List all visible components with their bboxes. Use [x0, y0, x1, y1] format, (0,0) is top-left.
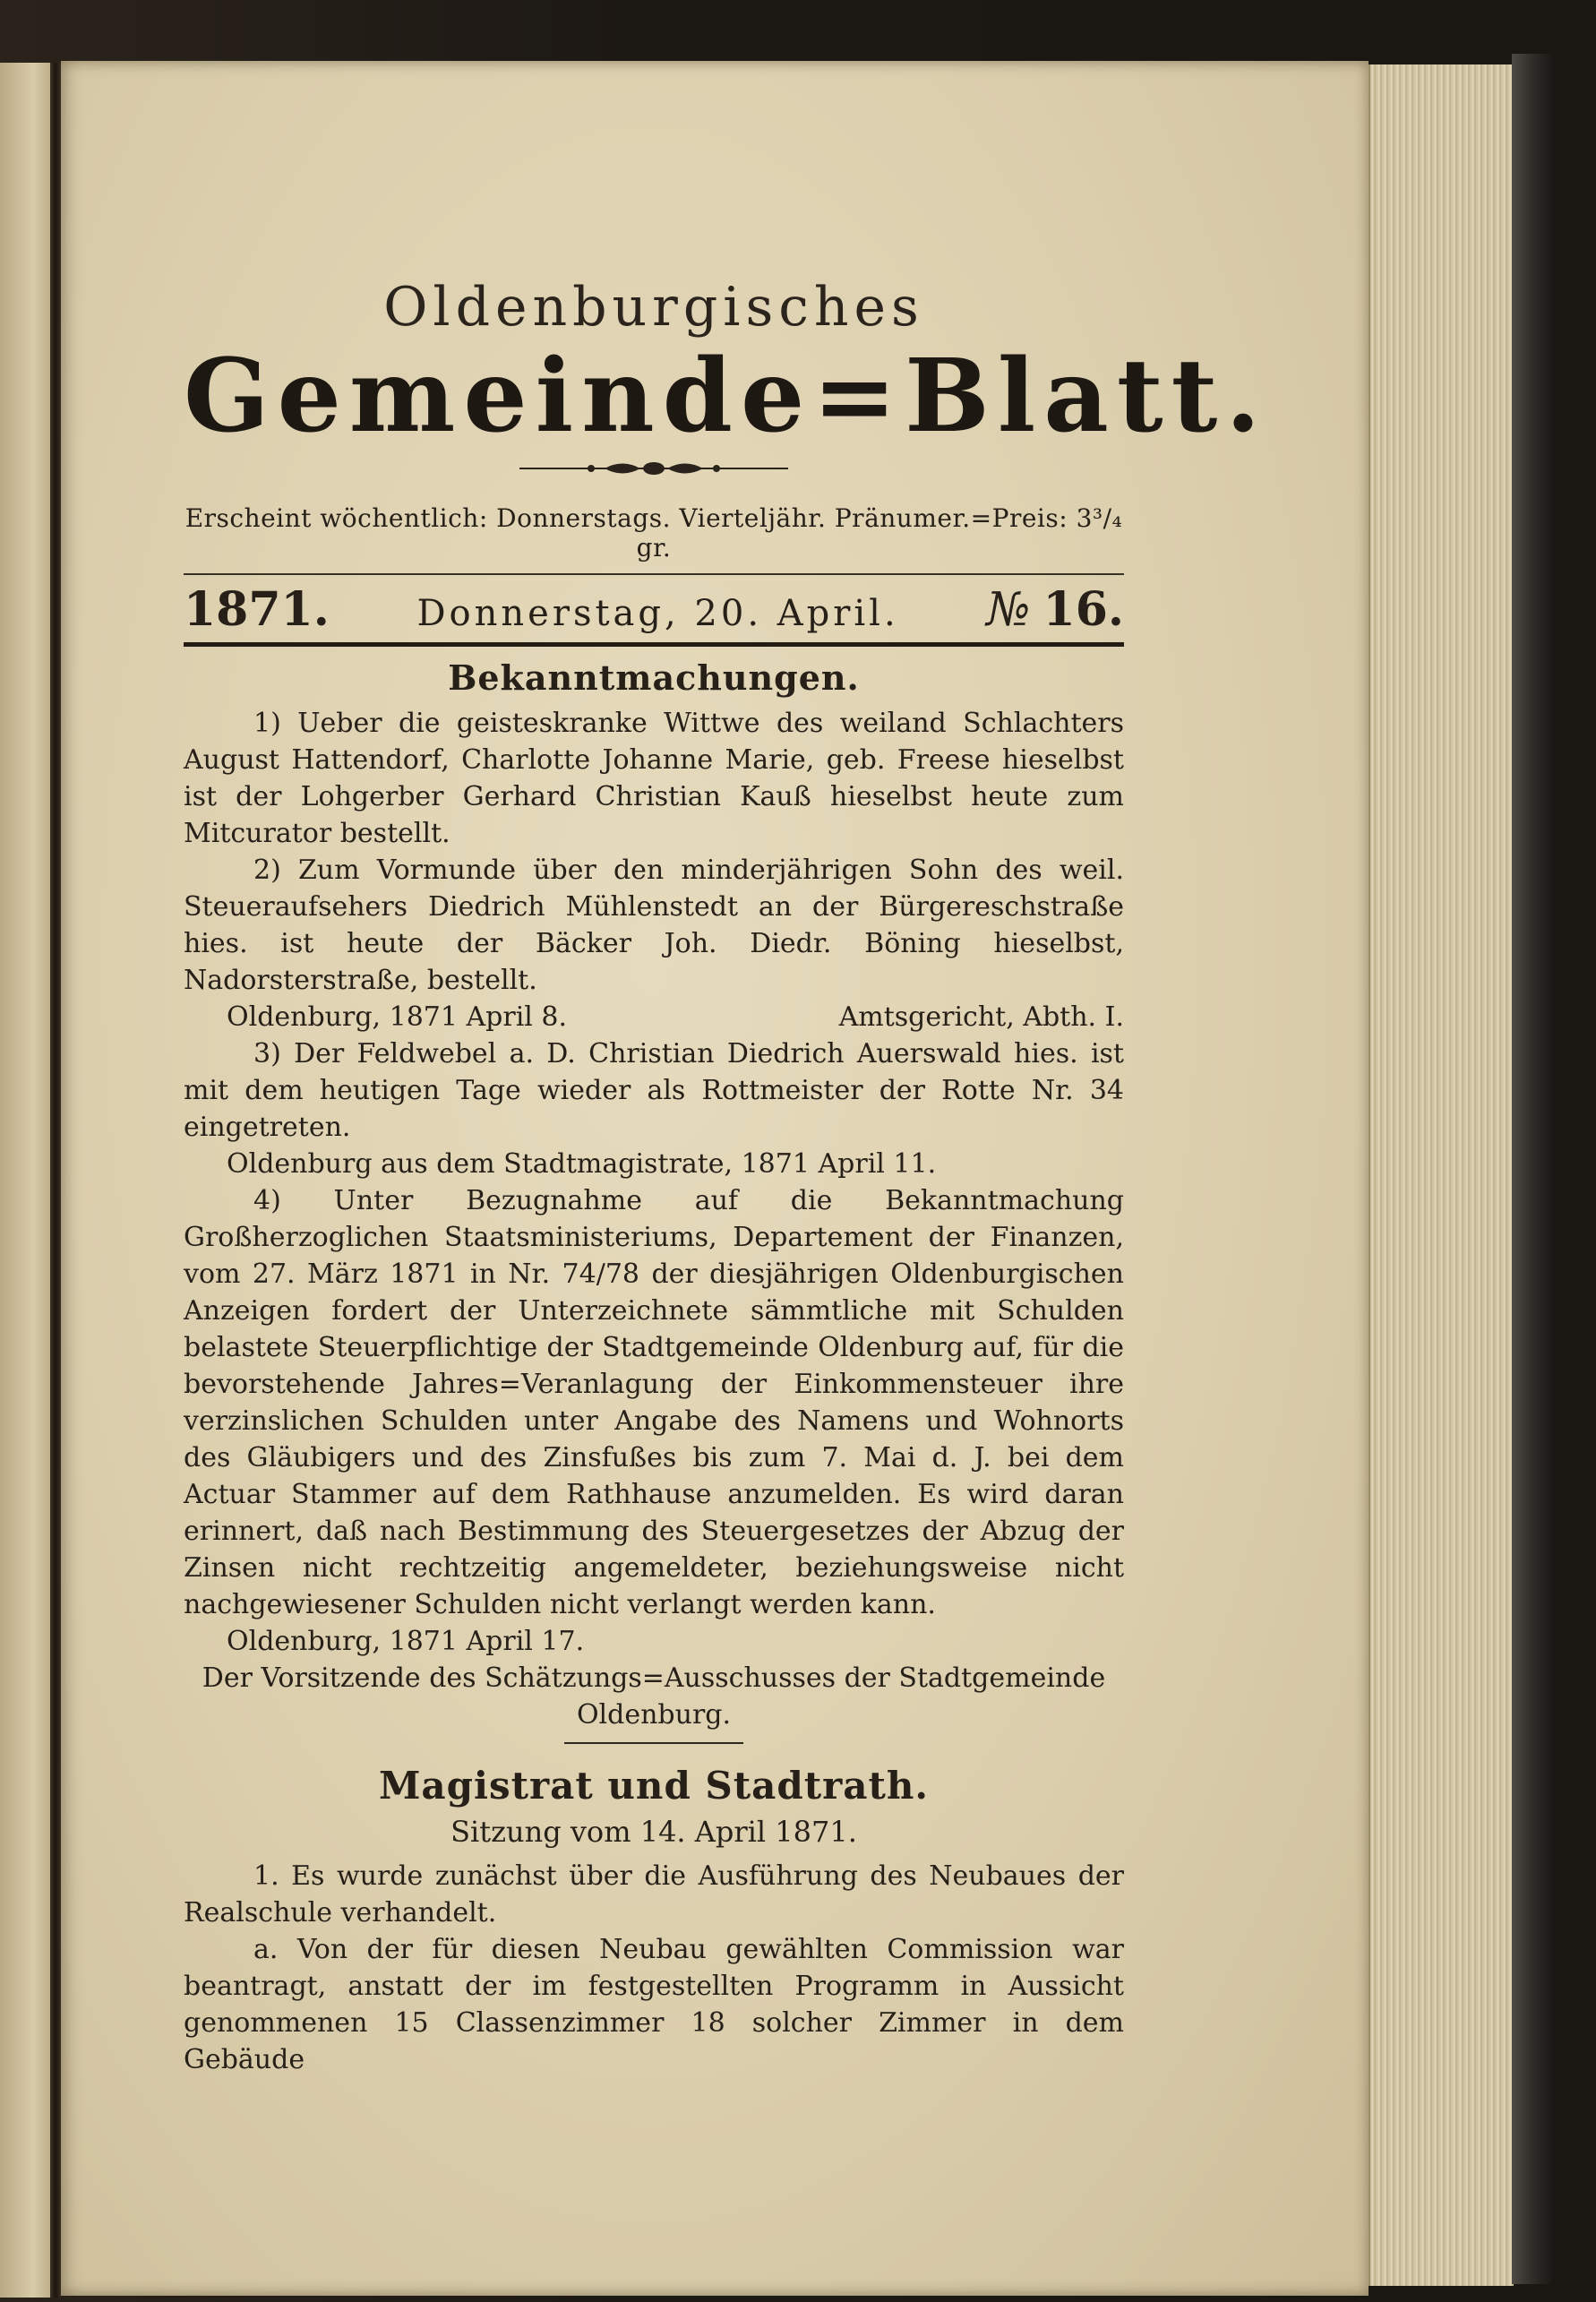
masthead-title: Gemeinde=Blatt.	[184, 338, 1269, 455]
issue-number-value: 16.	[1043, 581, 1124, 637]
numero-sign: №	[986, 582, 1031, 637]
page-stack-edges	[1369, 64, 1514, 2286]
signature-line-3: Oldenburg, 1871 April 17.	[227, 1625, 585, 1657]
announcement-3: 3) Der Feldwebel a. D. Christian Diedrich Auerswald hies. ist mit dem heutigen Tage wieder als Rottmeister der Rotte Nr. 34 eingetreten.	[184, 1037, 1124, 1143]
book-cover-edge	[1512, 54, 1553, 2284]
signature-line-1	[184, 999, 1124, 1035]
announcement-2: 2) Zum Vormunde über den minderjährigen Sohn des weil. Steueraufsehers Diedrich Mühlenstedt an der Bürgereschstraße hies. ist heute der Bäcker Joh. Diedr. Böning hieselbst, Nadorsterstraße, bestellt.	[184, 854, 1124, 996]
issue-date: Donnerstag, 20. April.	[416, 592, 899, 634]
council-item-1a: a. Von der für diesen Neubau gewählten Commission war beantragt, anstatt der im festgestellten Programm in Aussicht genommenen 15 Classenzimmer 18 solcher Zimmer in dem Gebäude	[184, 1933, 1124, 2075]
signature-1-place-date: Oldenburg, 1871 April 8.	[227, 1001, 568, 1033]
issue-info: Erscheint wöchentlich: Donnerstags. Vierteljähr. Pränumer.=Preis: 3³/₄ gr.	[184, 502, 1123, 563]
signature-1-authority: Amtsgericht, Abth. I.	[838, 1001, 1124, 1033]
announcements-heading: Bekanntmachungen.	[448, 657, 860, 698]
session-date: Sitzung vom 14. April 1871.	[450, 1814, 857, 1849]
signer-block: Der Vorsitzende des Schätzungs=Ausschusses der Stadtgemeinde Oldenburg.	[202, 1662, 1106, 1731]
page-content	[184, 276, 1269, 2078]
masthead-subtitle: Oldenburgisches	[383, 276, 924, 339]
ornament-divider-icon	[519, 457, 788, 480]
header-rule	[184, 573, 1124, 575]
announcement-4: 4) Unter Bezugnahme auf die Bekanntmachung Großherzoglichen Staatsministeriums, Departement der Finanzen, vom 27. März 1871 in Nr. 74/78 der diesjährigen Oldenburgischen Anzeigen fordert der Unterzeichnete sämmtliche mit Schulden belastete Steuerpflichtige der Stadtgemeinde Oldenburg auf, für die bevorstehende Jahres=Veranlagung der Einkommensteuer ihre verzinslichen Schulden unter Angabe des Namens und Wohnorts des Gläubigers und des Zinsfußes bis zum 7. Mai d. J. bei dem Actuar Stammer auf dem Rathhause anzumelden. Es wird daran erinnert, daß nach Bestimmung des Steuergesetzes der Abzug der Zinsen nicht rechtzeitig angemeldeter, beziehungsweise nicht nachgewiesener Schulden nicht verlangt werden kann.	[184, 1184, 1124, 1620]
book-gutter	[50, 63, 61, 2298]
issue-number	[986, 582, 1124, 637]
dateline-rule	[184, 642, 1124, 647]
announcement-1: 1) Ueber die geisteskranke Wittwe des weiland Schlachters August Hattendorf, Charlotte Johanne Marie, geb. Freese hieselbst ist der Lohgerber Gerhard Christian Kauß hieselbst heute zum Mitcurator bestellt.	[184, 707, 1124, 849]
issue-year: 1871.	[184, 581, 330, 637]
section-divider	[564, 1742, 743, 1744]
facing-page-edge	[0, 63, 56, 2298]
council-heading: Magistrat und Stadtrath.	[378, 1763, 930, 1808]
signature-line-2: Oldenburg aus dem Stadtmagistrate, 1871 April 11.	[227, 1147, 937, 1180]
dateline	[184, 582, 1124, 637]
council-item-1: 1. Es wurde zunächst über die Ausführung des Neubaues der Realschule verhandelt.	[184, 1860, 1124, 1928]
